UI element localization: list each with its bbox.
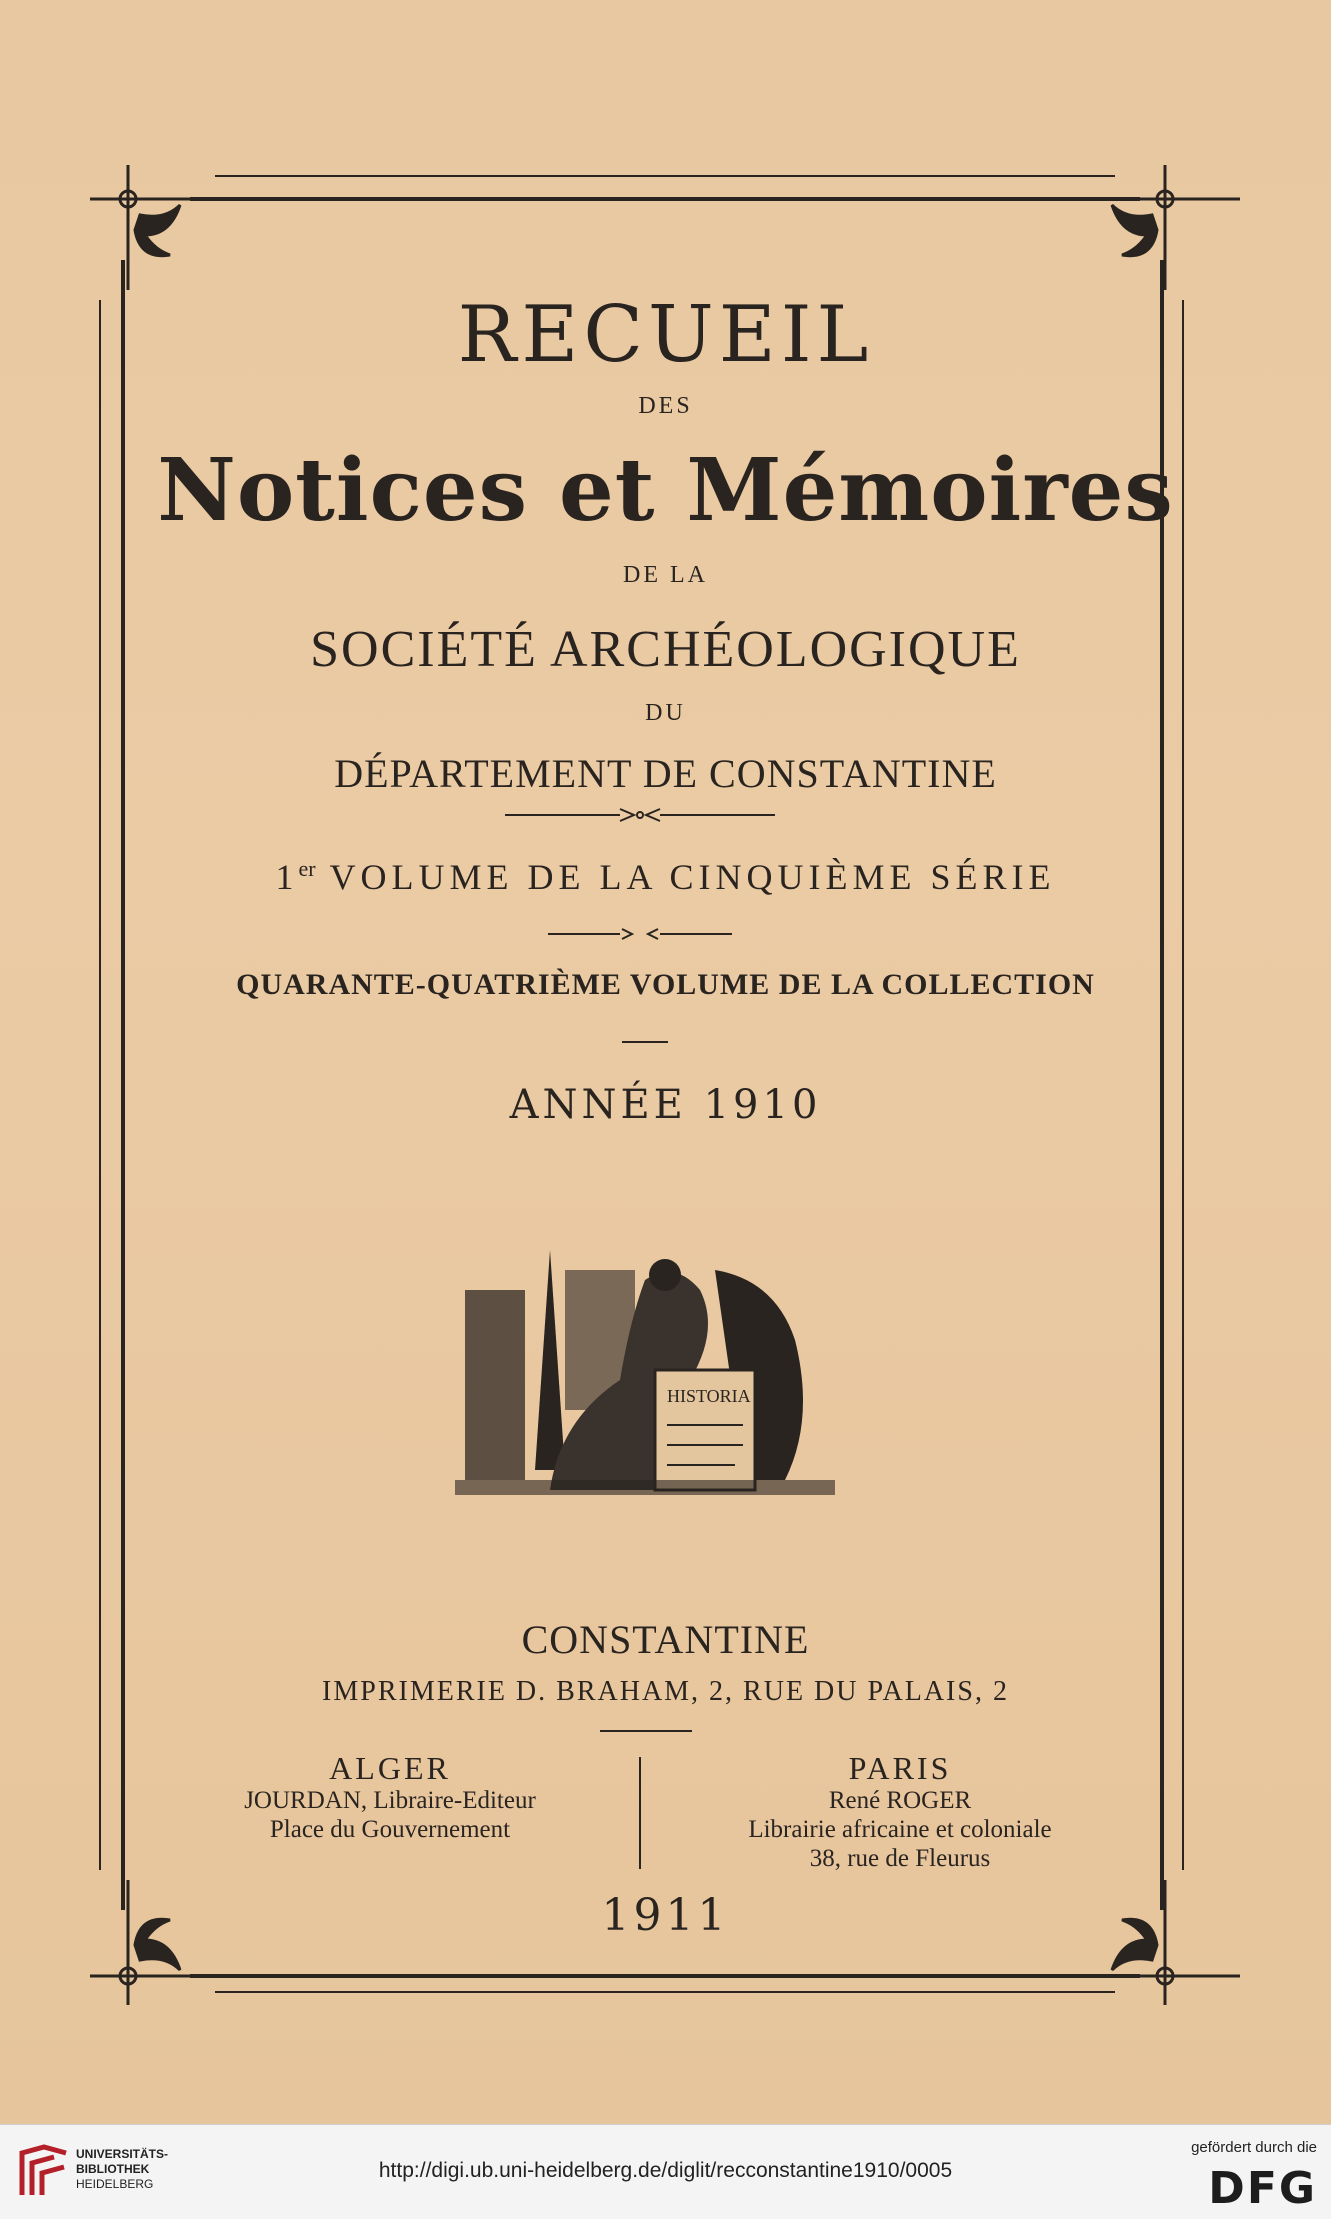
volume-superscript: er [298, 856, 316, 881]
funder-caption: gefördert durch die [1191, 2139, 1317, 2156]
publisher-city: CONSTANTINE [521, 1617, 810, 1662]
publication-year: 1911 [601, 1890, 730, 1941]
title-des: DES [638, 393, 693, 419]
paris-line2: Librairie africaine et coloniale [748, 1816, 1052, 1843]
title-departement: DÉPARTEMENT DE CONSTANTINE [334, 751, 997, 796]
title-societe: SOCIÉTÉ ARCHÉOLOGIQUE [310, 621, 1021, 678]
alger-city: ALGER [329, 1750, 451, 1786]
volume-text: VOLUME DE LA CINQUIÈME SÉRIE [329, 857, 1056, 897]
historia-tablet-text: HISTORIA [667, 1386, 751, 1406]
collection-volume: QUARANTE-QUATRIÈME VOLUME DE LA COLLECTION [236, 968, 1095, 1001]
document-url[interactable]: http://digi.ub.uni-heidelberg.de/diglit/recconstantine1910/0005 [378, 2159, 953, 2182]
library-line3: HEIDELBERG [76, 2177, 154, 2191]
title-du: DU [645, 700, 686, 726]
alger-line2: Place du Gouvernement [269, 1816, 511, 1843]
viewer-footer [0, 2124, 1331, 2219]
title-recueil: RECUEIL [457, 290, 874, 380]
alger-line1: JOURDAN, Libraire-Editeur [244, 1787, 536, 1814]
corner-ornament-icon [90, 165, 215, 290]
imprint-divider [639, 1757, 641, 1869]
annee: ANNÉE 1910 [509, 1082, 822, 1128]
paris-imprint [660, 1750, 1140, 1873]
volume-line [0, 856, 1331, 898]
corner-ornament-icon [1112, 165, 1240, 290]
allegorical-engraving [455, 1230, 855, 1510]
title-de-la: DE LA [623, 562, 708, 588]
alger-imprint [150, 1750, 630, 1844]
paris-city: PARIS [848, 1750, 952, 1786]
library-line1: UNIVERSITÄTS- [76, 2147, 169, 2161]
library-line2: BIBLIOTHEK [76, 2162, 150, 2176]
title-notices: Notices et Mémoires [157, 440, 1174, 541]
paris-line1: René ROGER [828, 1787, 972, 1814]
dfg-logo-icon[interactable]: DFG [1208, 2163, 1317, 2214]
volume-number: 1 [275, 857, 299, 897]
printer-address: IMPRIMERIE D. BRAHAM, 2, RUE DU PALAIS, 2 [322, 1676, 1009, 1707]
paris-line3: 38, rue de Fleurus [809, 1845, 991, 1872]
